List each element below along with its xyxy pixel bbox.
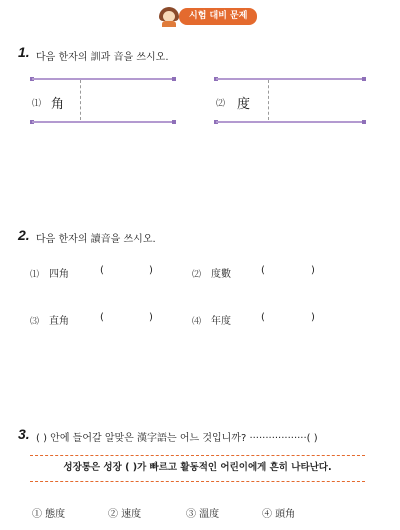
answer-paren-close: ) [311,312,315,323]
answer-paren-close: ) [311,265,315,276]
choice-3[interactable]: ③ 溫度 [186,509,220,520]
reading-item: ⑴ 四角 [30,269,70,280]
question-3-number: 3. [18,426,30,442]
reading-item: ⑶ 直角 [30,316,70,327]
choice-1[interactable]: ① 態度 [32,509,66,520]
question-2-text: 다음 한자의 讀音을 쓰시오. [36,234,156,245]
answer-paren-open: ( [261,312,265,323]
question-1-text: 다음 한자의 訓과 音을 쓰시오. [36,52,169,63]
item-label: ⑴ [32,99,42,109]
answer-paren-close: ) [149,265,153,276]
choice-4[interactable]: ④ 頭角 [262,509,296,520]
answer-paren-open: ( [100,312,104,323]
section-title: 시험 대비 문제 [179,8,257,25]
question-3-text: ( ) 안에 들어갈 알맞은 漢字語는 어느 것입니까? ··················( ) [36,433,318,444]
hanja-character: 角 [51,97,65,112]
mascot-icon [157,6,181,27]
question-1-number: 1. [18,44,30,60]
example-sentence: 성장통은 성장 ( )가 빠르고 활동적인 어린이에게 흔히 나타난다. [30,455,365,482]
item-label: ⑵ [216,99,226,109]
question-2-number: 2. [18,227,30,243]
reading-item: ⑵ 度數 [192,269,232,280]
answer-paren-close: ) [149,312,153,323]
choice-2[interactable]: ② 速度 [108,509,142,520]
section-header [157,6,257,27]
answer-paren-open: ( [100,265,104,276]
reading-item: ⑷ 年度 [192,316,232,327]
answer-paren-open: ( [261,265,265,276]
hanja-character: 度 [237,97,251,112]
